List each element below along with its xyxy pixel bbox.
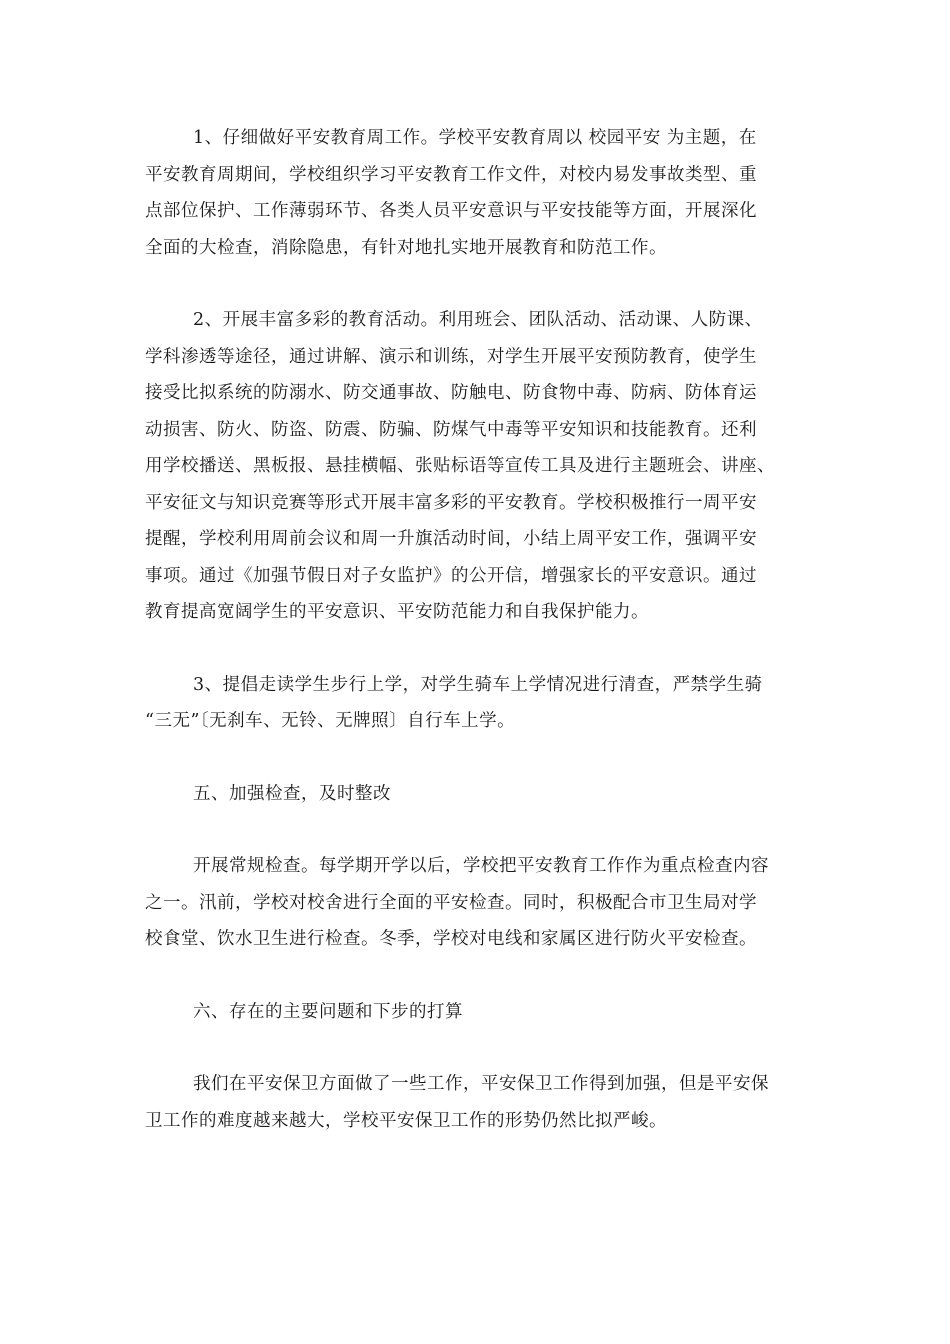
text-line: 校食堂、饮水卫生进行检查。冬季，学校对电线和家属区进行防火平安检查。	[145, 929, 757, 949]
text-line: 平安征文与知识竞赛等形式开展丰富多彩的平安教育。学校积极推行一周平安	[145, 492, 757, 513]
text-line: 卫工作的难度越来越大，学校平安保卫工作的形势仍然比拟严峻。	[145, 1110, 667, 1131]
text-line: 之一。汛前，学校对校舍进行全面的平安检查。同时，积极配合市卫生局对学	[145, 892, 757, 913]
text-line: 事项。通过《加强节假日对子女监护》的公开信，增强家长的平安意识。通过	[145, 565, 757, 586]
paragraph-education-activities	[145, 302, 805, 631]
document-page	[145, 120, 805, 1175]
text-line: 动损害、防火、防盗、防震、防骗、防煤气中毒等平安知识和技能教育。还利	[145, 419, 757, 440]
paragraph-walking-to-school	[145, 667, 805, 740]
text-line: 1、仔细做好平安教育周工作。学校平安教育周以 校园平安 为主题，在	[193, 128, 757, 148]
text-line: 平安教育周期间，学校组织学习平安教育工作文件，对校内易发事故类型、重	[145, 164, 757, 185]
section-heading-inspection: 五、加强检查，及时整改	[193, 783, 391, 804]
text-line: 提醒，学校利用周前会议和周一升旗活动时间，小结上周平安工作，强调平安	[145, 529, 757, 549]
text-line: 开展常规检查。每学期开学以后，学校把平安教育工作作为重点检查内容	[193, 856, 769, 876]
text-line: 学科渗透等途径，通过讲解、演示和训练，对学生开展平安预防教育，使学生	[145, 346, 757, 367]
paragraph-routine-inspection	[145, 848, 805, 958]
text-line: 2、开展丰富多彩的教育活动。利用班会、团队活动、活动课、人防课、	[193, 310, 763, 330]
text-line: 我们在平安保卫方面做了一些工作，平安保卫工作得到加强，但是平安保	[193, 1074, 769, 1094]
text-line: 接受比拟系统的防溺水、防交通事故、防触电、防食物中毒、防病、防体育运	[145, 383, 757, 403]
text-line: 点部位保护、工作薄弱环节、各类人员平安意识与平安技能等方面，开展深化	[145, 201, 757, 221]
text-line: 用学校播送、黑板报、悬挂横幅、张贴标语等宣传工具及进行主题班会、讲座、	[145, 456, 775, 476]
section-heading-problems: 六、存在的主要问题和下步的打算	[193, 1001, 463, 1022]
text-line: 全面的大检查，消除隐患，有针对地扎实地开展教育和防范工作。	[145, 237, 667, 258]
text-line: 教育提高宽阔学生的平安意识、平安防范能力和自我保护能力。	[145, 602, 649, 622]
paragraph-safety-week	[145, 120, 805, 266]
text-line: 3、提倡走读学生步行上学，对学生骑车上学情况进行清查，严禁学生骑	[193, 674, 763, 695]
text-line: “三无”〔无刹车、无铃、无牌照〕自行车上学。	[145, 711, 516, 731]
paragraph-problems	[145, 1066, 805, 1139]
